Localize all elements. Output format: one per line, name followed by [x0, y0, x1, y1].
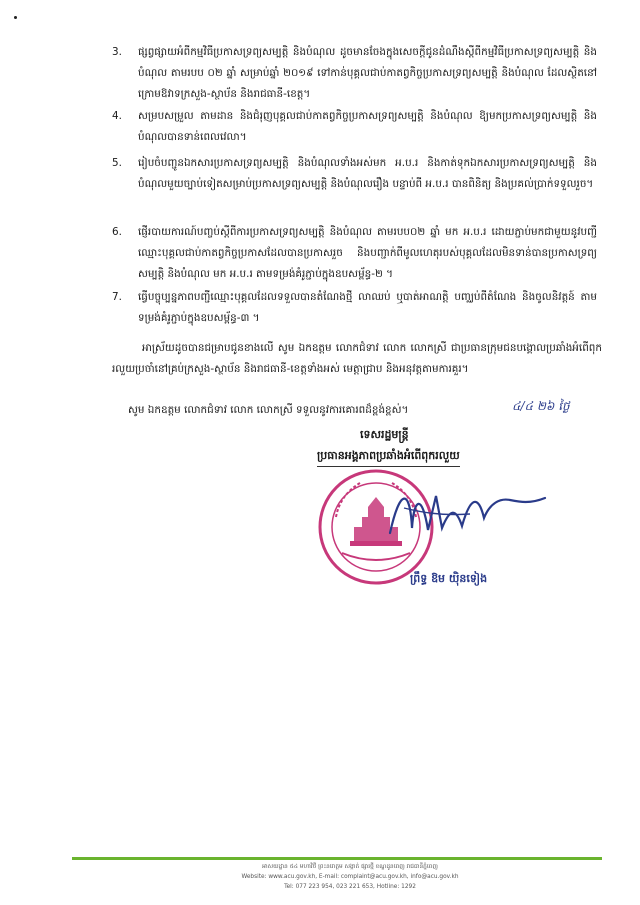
footer-address: អាសយដ្ឋាន ៥៤ មហាវិថី ព្រះនរោត្តម សង្កាត់ ផ្សារថ្មី ខណ្ឌដូនពេញ រាជធានីភ្នំពេញ — [262, 864, 438, 870]
list-item-number: 4. — [112, 110, 122, 122]
handwritten-date: ៤/៤ ២៦ ថ្ងៃ — [512, 399, 570, 413]
signatory-name: ព្រឹទ្ធ ឱម យ៉ិនទៀង — [410, 572, 488, 585]
list-item-number: 6. — [112, 226, 122, 238]
footer-web: Website: www.acu.gov.kh, E-mail: complaint@acu.gov.kh, info@acu.gov.kh — [241, 874, 459, 880]
list-item-number: 5. — [112, 157, 122, 169]
list-item-text: ធ្វើបច្ចុប្បន្នភាពបញ្ជីឈ្មោះបុគ្គលដែលទទួលបានតំណែងថ្មី លាឈប់ ឬបាត់អាណត្តិ បញ្ឈប់ពីតំណែង និងចូលនិវត្តន៍ តាមទម្រង់គំរូភ្ជាប់ក្នុងឧបសម្ព័ន្ធ-៣ ។ — [138, 291, 597, 324]
list-item-text: ផ្ញើរបាយការណ៍បញ្ចប់ស្តីពីការប្រកាសទ្រព្យសម្បត្តិ និងបំណុល តាមរបប០២ ឆ្នាំ មក អ.ប.រ ដោយភ្ជាប់មកជាមួយនូវបញ្ជីឈ្មោះបុគ្គលជាប់កាតព្វកិច្ចប្រកាសដែលបានប្រកាសរួច និងបញ្ជាក់ពីមូលហេតុរបស់បុគ្គលដែលមិនទាន់បានប្រកាសទ្រព្យសម្បត្តិ និងបំណុល មក អ.ប.រ តាមទម្រង់គំរូភ្ជាប់ក្នុងឧបសម្ព័ន្ធ-២ ។ — [138, 226, 597, 280]
signatory-position: ប្រធានអង្គភាពប្រឆាំងអំពើពុករលួយ — [317, 446, 460, 467]
list-item — [112, 42, 597, 105]
signatory-title: ទេសរដ្ឋមន្ត្រី — [360, 428, 409, 441]
list-item — [112, 153, 597, 195]
body-paragraph: អាស្រ័យដូចបានជម្រាបជូនខាងលើ សូម ឯកឧត្តម លោកជំទាវ លោក លោកស្រី ជាប្រធានក្រុមជនបង្គោលប្រឆាំងអំពើពុករលួយប្រចាំនៅគ្រប់ក្រសួង-ស្ថាប័ន និងរាជធានី-ខេត្តទាំងអស់ មេត្តាជ្រាប និងអនុវត្តតាមការគួរ។ — [112, 342, 602, 375]
list-item-number: 3. — [112, 46, 122, 58]
footer — [150, 862, 550, 892]
list-item-number: 7. — [112, 291, 122, 303]
list-item-text: រៀបចំបញ្ជូនឯកសារប្រកាសទ្រព្យសម្បត្តិ និងបំណុលទាំងអស់មក អ.ប.រ និងកាត់ទុកឯកសារប្រកាសទ្រព្យសម្បត្តិ និងបំណុលមួយច្បាប់ទៀតសម្រាប់ប្រកាសទ្រព្យសម្បត្តិ និងបំណុលរឿង បន្ទាប់ពី អ.ប.រ បានពិនិត្យ និងប្រគល់ប្រាក់ទទួលរួច។ — [138, 157, 597, 190]
signature-icon — [380, 478, 560, 548]
list-item — [112, 106, 597, 148]
list-item-text: ផ្សព្វផ្សាយអំពីកម្មវិធីប្រកាសទ្រព្យសម្បត្តិ និងបំណុល ដូចមានចែងក្នុងសេចក្ដីជូនដំណឹងស្ដីពីកម្មវិធីប្រកាសទ្រព្យសម្បត្តិ និងបំណុល តាមរបប ០២ ឆ្នាំ សម្រាប់ឆ្នាំ ២០១៩ ទៅកាន់បុគ្គលជាប់កាតព្វកិច្ចប្រកាសទ្រព្យសម្បត្តិ និងបំណុល ដែលស្ថិតនៅក្រោមឱវាទក្រសួង-ស្ថាប័ន និងរាជធានី-ខេត្ត។ — [138, 46, 597, 100]
footer-divider — [72, 857, 602, 860]
list-item — [112, 287, 597, 329]
corner-mark — [14, 16, 17, 19]
list-item-text: សម្របសម្រួល តាមដាន និងជំរុញបុគ្គលជាប់កាតព្វកិច្ចប្រកាសទ្រព្យសម្បត្តិ និងបំណុល ឱ្យមកប្រកាសទ្រព្យសម្បត្តិ និងបំណុលបានទាន់ពេលវេលា។ — [138, 110, 597, 143]
footer-phone: Tel: 077 223 954, 023 221 653, Hotline: 1292 — [284, 884, 416, 890]
list-item — [112, 222, 597, 285]
closing-line: សូម ឯកឧត្តម លោកជំទាវ លោក លោកស្រី ទទួលនូវការគោរពដ៏ខ្ពង់ខ្ពស់។ — [128, 404, 409, 416]
